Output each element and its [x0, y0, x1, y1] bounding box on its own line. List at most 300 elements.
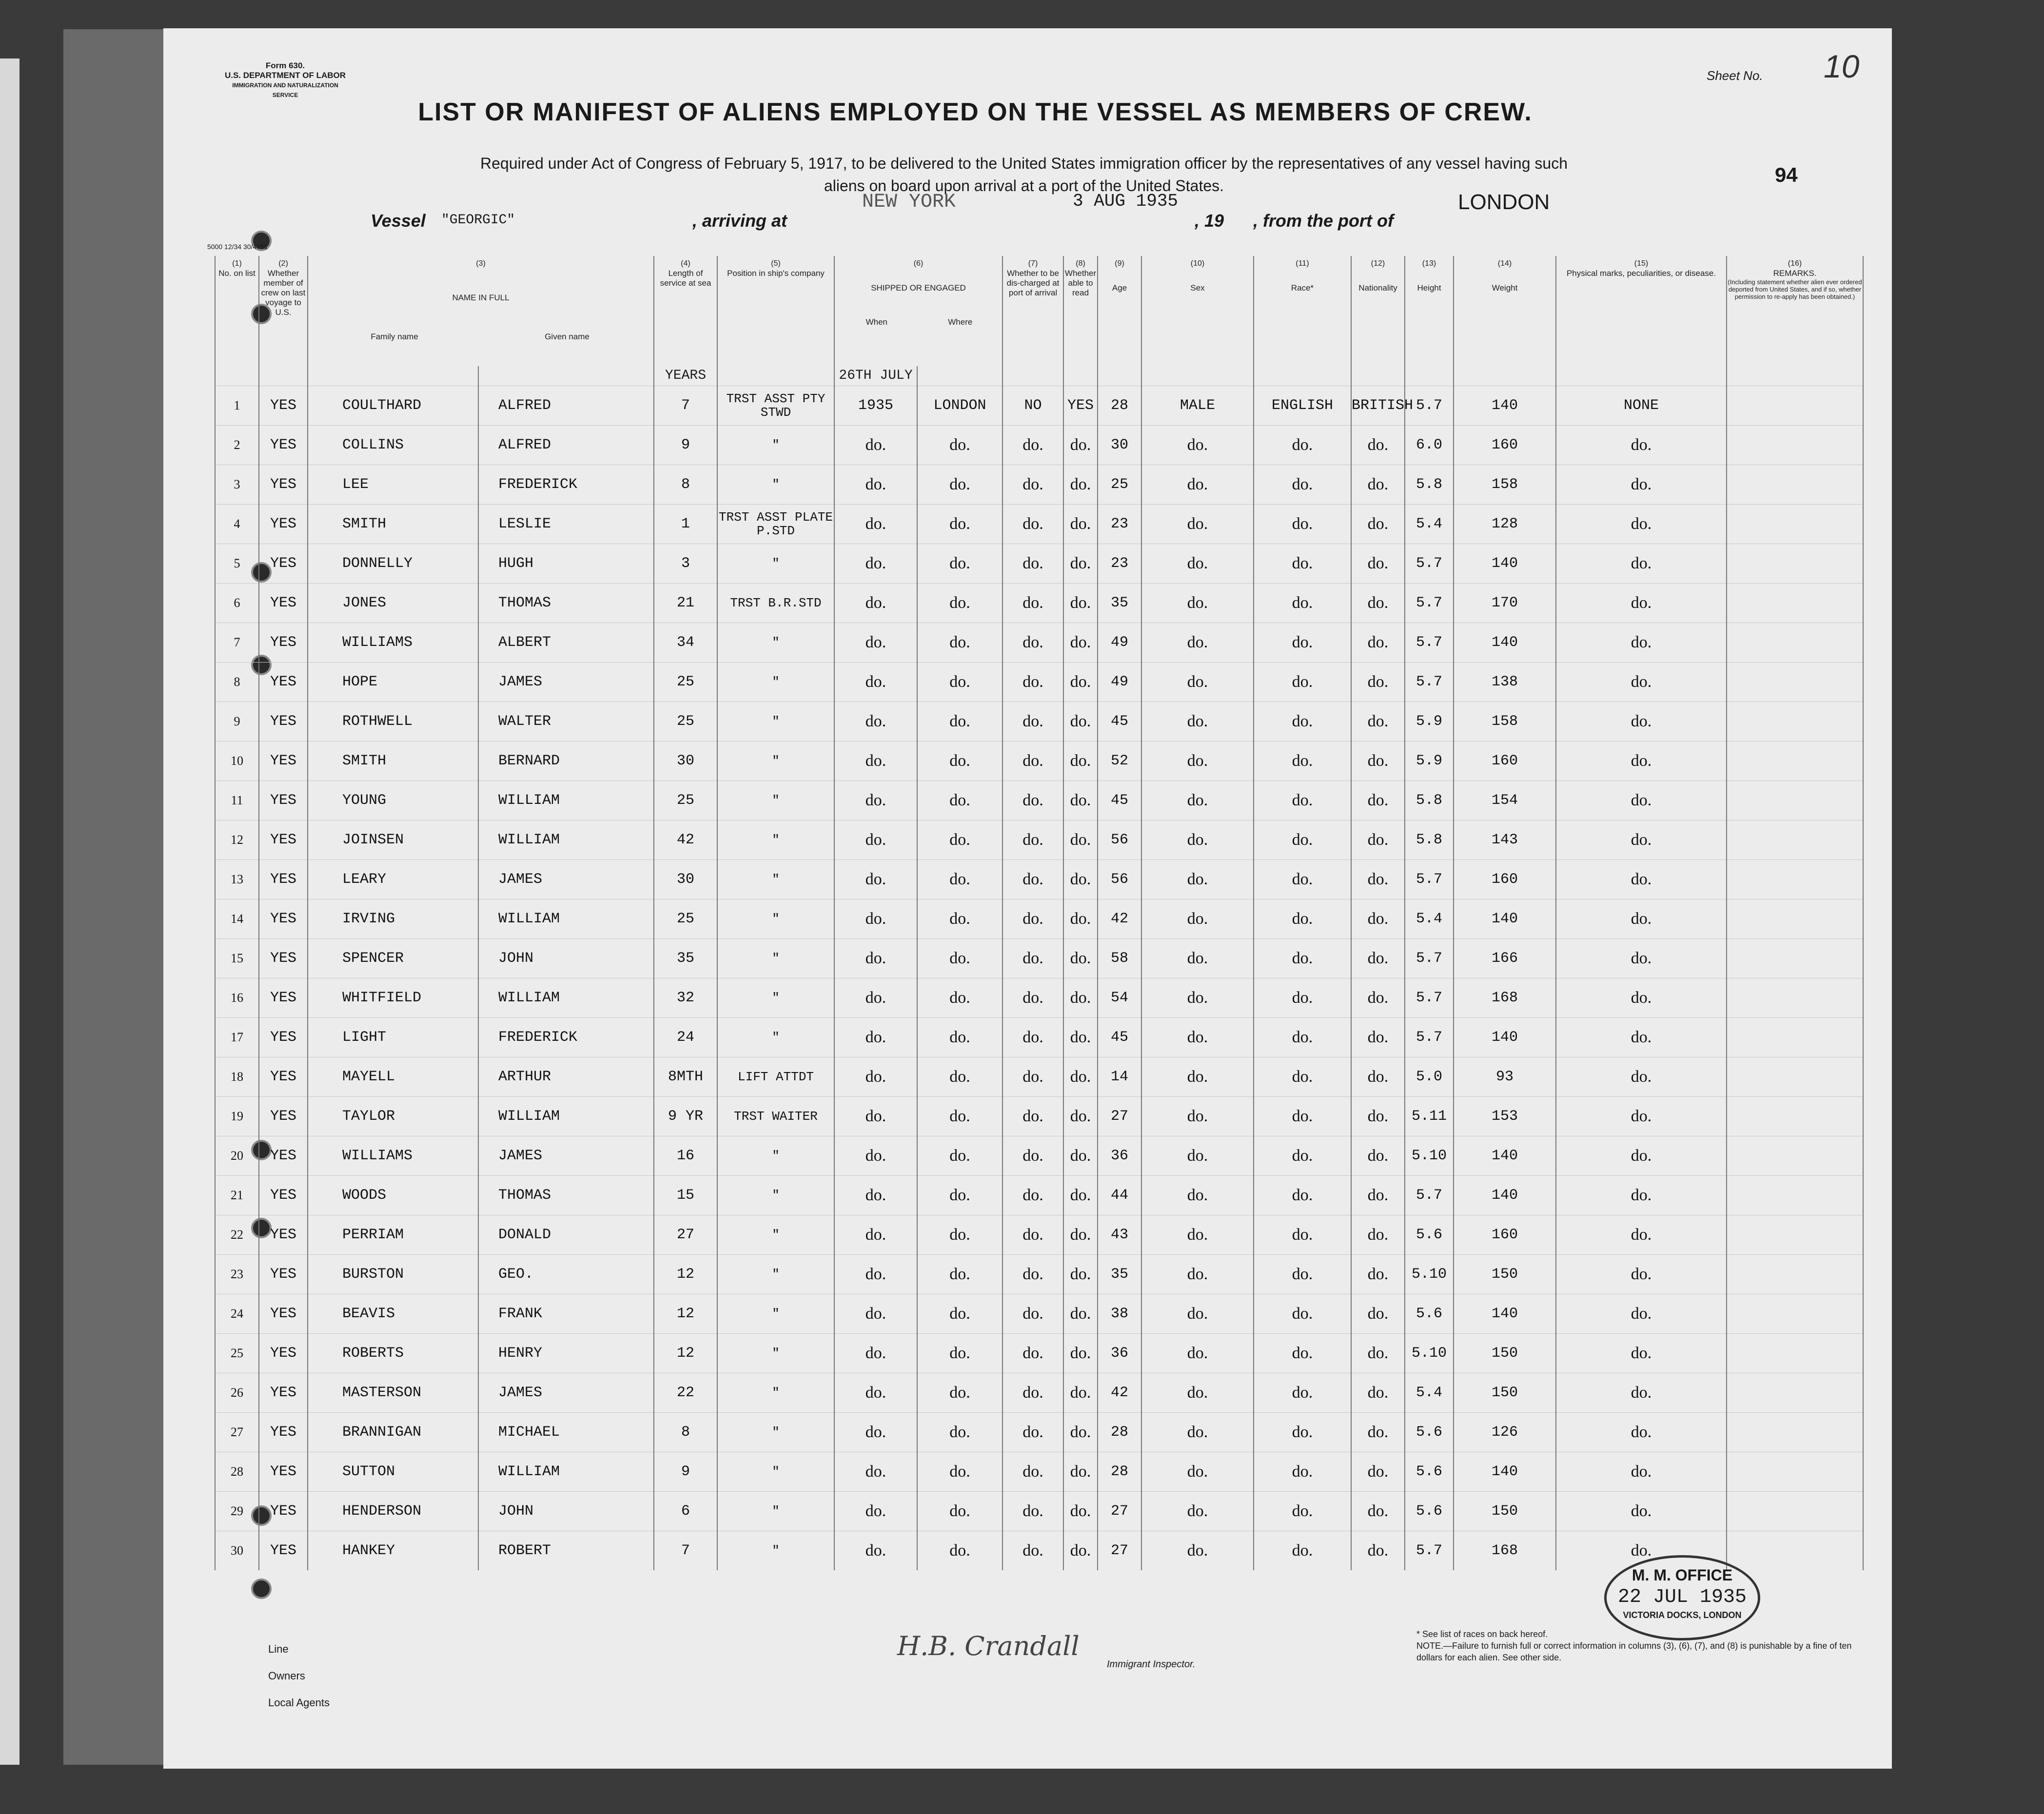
- length-of-service: 6: [654, 1491, 717, 1531]
- nationality: do.: [1351, 1412, 1405, 1452]
- nationality: do.: [1351, 1294, 1405, 1333]
- weight: 140: [1454, 1294, 1556, 1333]
- able-to-read: do.: [1063, 780, 1098, 820]
- stamp-date: 22 JUL 1935: [1617, 1586, 1747, 1608]
- engaged-where: do.: [917, 544, 1002, 583]
- race: do.: [1254, 1333, 1351, 1373]
- sex: do.: [1141, 1333, 1254, 1373]
- length-of-service: 12: [654, 1294, 717, 1333]
- age: 58: [1098, 938, 1141, 978]
- arriving-label: , arriving at: [692, 211, 787, 231]
- height: 5.7: [1405, 859, 1454, 899]
- physical-marks: do.: [1556, 820, 1727, 859]
- race: do.: [1254, 1412, 1351, 1452]
- able-to-read: do.: [1063, 741, 1098, 780]
- able-to-read: do.: [1063, 938, 1098, 978]
- crew-status: YES: [259, 425, 308, 465]
- able-to-read: do.: [1063, 1491, 1098, 1531]
- length-of-service: 30: [654, 741, 717, 780]
- crew-status: YES: [259, 662, 308, 702]
- weight: 150: [1454, 1254, 1556, 1294]
- engaged-where: do.: [917, 662, 1002, 702]
- physical-marks: do.: [1556, 780, 1727, 820]
- nationality: do.: [1351, 938, 1405, 978]
- nationality: do.: [1351, 1215, 1405, 1254]
- sex: do.: [1141, 425, 1254, 465]
- engaged-where: do.: [917, 780, 1002, 820]
- family-name: HANKEY: [308, 1531, 478, 1570]
- remarks: [1727, 899, 1863, 938]
- family-name: SMITH: [308, 504, 478, 544]
- sex: do.: [1141, 662, 1254, 702]
- age: 23: [1098, 544, 1141, 583]
- race: do.: [1254, 978, 1351, 1017]
- race: do.: [1254, 623, 1351, 662]
- able-to-read: do.: [1063, 1294, 1098, 1333]
- family-name: WHITFIELD: [308, 978, 478, 1017]
- sex: do.: [1141, 899, 1254, 938]
- nationality: do.: [1351, 1373, 1405, 1412]
- able-to-read: do.: [1063, 859, 1098, 899]
- col-sex-header: (10) Sex: [1141, 256, 1254, 366]
- from-port: LONDON: [1458, 190, 1550, 214]
- nationality: do.: [1351, 978, 1405, 1017]
- engaged-when: do.: [834, 780, 917, 820]
- engaged-when: do.: [834, 544, 917, 583]
- sex: do.: [1141, 780, 1254, 820]
- remarks: [1727, 1412, 1863, 1452]
- position: ": [717, 1531, 834, 1570]
- sex: do.: [1141, 1017, 1254, 1057]
- row-number: 25: [215, 1333, 259, 1373]
- family-name: SUTTON: [308, 1452, 478, 1491]
- race: do.: [1254, 583, 1351, 623]
- engaged-when: do.: [834, 662, 917, 702]
- page-title: LIST OR MANIFEST OF ALIENS EMPLOYED ON THE VESSEL AS MEMBERS OF CREW.: [418, 98, 1533, 126]
- remarks: [1727, 741, 1863, 780]
- crew-status: YES: [259, 623, 308, 662]
- age: 30: [1098, 425, 1141, 465]
- line-label: Line: [268, 1643, 289, 1655]
- race: do.: [1254, 544, 1351, 583]
- table-row: [215, 1531, 1863, 1570]
- crew-status: YES: [259, 386, 308, 425]
- col-nationality-header: (12) Nationality: [1351, 256, 1405, 366]
- weight: 140: [1454, 899, 1556, 938]
- able-to-read: do.: [1063, 1175, 1098, 1215]
- physical-marks: do.: [1556, 504, 1727, 544]
- row-number: 10: [215, 741, 259, 780]
- length-of-service: 25: [654, 899, 717, 938]
- discharge-status: do.: [1002, 1491, 1063, 1531]
- nationality: do.: [1351, 702, 1405, 741]
- sex: do.: [1141, 583, 1254, 623]
- family-name: JONES: [308, 583, 478, 623]
- table-row: [215, 1373, 1863, 1412]
- engaged-where: do.: [917, 899, 1002, 938]
- crew-status: YES: [259, 1096, 308, 1136]
- position: TRST ASST PLATE P.STD: [717, 504, 834, 544]
- discharge-status: do.: [1002, 1412, 1063, 1452]
- race: do.: [1254, 780, 1351, 820]
- physical-marks: do.: [1556, 1531, 1727, 1570]
- given-name: LESLIE: [478, 504, 654, 544]
- nationality: do.: [1351, 623, 1405, 662]
- engaged-when: do.: [834, 859, 917, 899]
- given-name: HENRY: [478, 1333, 654, 1373]
- sex: do.: [1141, 1175, 1254, 1215]
- discharge-status: do.: [1002, 662, 1063, 702]
- sex: do.: [1141, 1452, 1254, 1491]
- height: 5.7: [1405, 938, 1454, 978]
- sex: do.: [1141, 820, 1254, 859]
- family-name: BEAVIS: [308, 1294, 478, 1333]
- engaged-when: do.: [834, 1294, 917, 1333]
- race: do.: [1254, 1254, 1351, 1294]
- age: 42: [1098, 899, 1141, 938]
- discharge-status: do.: [1002, 1215, 1063, 1254]
- engaged-where: do.: [917, 1136, 1002, 1175]
- discharge-status: do.: [1002, 583, 1063, 623]
- length-of-service: 8MTH: [654, 1057, 717, 1096]
- weight: 128: [1454, 504, 1556, 544]
- discharge-status: do.: [1002, 1333, 1063, 1373]
- crew-status: YES: [259, 820, 308, 859]
- row-number: 1: [215, 386, 259, 425]
- discharge-status: do.: [1002, 1294, 1063, 1333]
- crew-status: YES: [259, 938, 308, 978]
- height: 5.7: [1405, 544, 1454, 583]
- physical-marks: do.: [1556, 1096, 1727, 1136]
- weight: 150: [1454, 1333, 1556, 1373]
- physical-marks: do.: [1556, 583, 1727, 623]
- discharge-status: do.: [1002, 425, 1063, 465]
- office-stamp: [1604, 1555, 1760, 1640]
- form-number: Form 630.: [265, 61, 305, 70]
- length-of-service: 12: [654, 1333, 717, 1373]
- age: 43: [1098, 1215, 1141, 1254]
- position: ": [717, 978, 834, 1017]
- arrival-date: 3 AUG 1935: [1073, 191, 1179, 211]
- weight: 138: [1454, 662, 1556, 702]
- table-row: [215, 978, 1863, 1017]
- weight: 140: [1454, 623, 1556, 662]
- row-number: 6: [215, 583, 259, 623]
- print-code: 5000 12/34 30/4751: [207, 243, 268, 251]
- engaged-where: do.: [917, 504, 1002, 544]
- engaged-where: do.: [917, 978, 1002, 1017]
- row-number: 4: [215, 504, 259, 544]
- discharge-status: do.: [1002, 1096, 1063, 1136]
- crew-status: YES: [259, 1254, 308, 1294]
- age: 45: [1098, 1017, 1141, 1057]
- discharge-status: do.: [1002, 702, 1063, 741]
- remarks: [1727, 544, 1863, 583]
- physical-marks: do.: [1556, 741, 1727, 780]
- able-to-read: do.: [1063, 1412, 1098, 1452]
- engaged-when: do.: [834, 1452, 917, 1491]
- position: ": [717, 1373, 834, 1412]
- engaged-when: do.: [834, 1096, 917, 1136]
- discharge-status: do.: [1002, 978, 1063, 1017]
- race: do.: [1254, 1057, 1351, 1096]
- remarks: [1727, 1373, 1863, 1412]
- row-number: 3: [215, 465, 259, 504]
- length-of-service: 15: [654, 1175, 717, 1215]
- physical-marks: do.: [1556, 1412, 1727, 1452]
- crew-status: YES: [259, 780, 308, 820]
- position: ": [717, 741, 834, 780]
- family-name: LIGHT: [308, 1017, 478, 1057]
- height: 5.4: [1405, 899, 1454, 938]
- physical-marks: do.: [1556, 1017, 1727, 1057]
- position: ": [717, 1412, 834, 1452]
- length-of-service: 3: [654, 544, 717, 583]
- weight: 154: [1454, 780, 1556, 820]
- footnote: [1416, 1628, 1855, 1663]
- physical-marks: do.: [1556, 1294, 1727, 1333]
- position: ": [717, 1491, 834, 1531]
- age: 56: [1098, 820, 1141, 859]
- family-name: BRANNIGAN: [308, 1412, 478, 1452]
- weight: 140: [1454, 386, 1556, 425]
- able-to-read: do.: [1063, 662, 1098, 702]
- col-marks-header: (15) Physical marks, peculiarities, or disease.: [1556, 256, 1727, 366]
- discharge-status: do.: [1002, 1057, 1063, 1096]
- discharge-status: do.: [1002, 820, 1063, 859]
- sex: do.: [1141, 1412, 1254, 1452]
- crew-status: YES: [259, 1215, 308, 1254]
- col-remarks-header: (16) REMARKS. (Including statement whether alien ever ordered deported from United States, and if so, whether permission to re-apply has been obtained.): [1727, 256, 1863, 366]
- position: ": [717, 1254, 834, 1294]
- discharge-status: do.: [1002, 859, 1063, 899]
- engaged-where: do.: [917, 465, 1002, 504]
- engaged-where: do.: [917, 1294, 1002, 1333]
- physical-marks: do.: [1556, 1175, 1727, 1215]
- remarks: [1727, 623, 1863, 662]
- nationality: do.: [1351, 465, 1405, 504]
- engaged-where: do.: [917, 583, 1002, 623]
- weight: 143: [1454, 820, 1556, 859]
- remarks: [1727, 820, 1863, 859]
- crew-status: YES: [259, 1373, 308, 1412]
- engaged-when: do.: [834, 741, 917, 780]
- row-number: 20: [215, 1136, 259, 1175]
- engaged-where: do.: [917, 1373, 1002, 1412]
- able-to-read: do.: [1063, 623, 1098, 662]
- able-to-read: do.: [1063, 820, 1098, 859]
- length-of-service: 12: [654, 1254, 717, 1294]
- given-name: JOHN: [478, 1491, 654, 1531]
- discharge-status: do.: [1002, 1452, 1063, 1491]
- sex: do.: [1141, 1057, 1254, 1096]
- given-name: MICHAEL: [478, 1412, 654, 1452]
- length-of-service: 25: [654, 662, 717, 702]
- given-name: JOHN: [478, 938, 654, 978]
- stamp-office: M. M. OFFICE: [1631, 1566, 1733, 1584]
- height: 5.11: [1405, 1096, 1454, 1136]
- crew-status: YES: [259, 1057, 308, 1096]
- subtitle-line1: Required under Act of Congress of February 5, 1917, to be delivered to the United States immigration officer by the representatives of any vessel having such: [480, 155, 1568, 172]
- engaged-where: do.: [917, 1096, 1002, 1136]
- physical-marks: do.: [1556, 544, 1727, 583]
- discharge-status: NO: [1002, 386, 1063, 425]
- stamp-place: VICTORIA DOCKS, LONDON: [1623, 1610, 1742, 1620]
- age: 14: [1098, 1057, 1141, 1096]
- race: do.: [1254, 1096, 1351, 1136]
- sex: MALE: [1141, 386, 1254, 425]
- race: do.: [1254, 1491, 1351, 1531]
- nationality: do.: [1351, 1096, 1405, 1136]
- length-of-service: 9: [654, 1452, 717, 1491]
- length-of-service: 32: [654, 978, 717, 1017]
- remarks: [1727, 859, 1863, 899]
- given-name: ALBERT: [478, 623, 654, 662]
- family-name: PERRIAM: [308, 1215, 478, 1254]
- position: ": [717, 1215, 834, 1254]
- engaged-where: do.: [917, 741, 1002, 780]
- height: 5.9: [1405, 741, 1454, 780]
- age: 45: [1098, 780, 1141, 820]
- table-row: [215, 1294, 1863, 1333]
- race: do.: [1254, 1017, 1351, 1057]
- height: 5.6: [1405, 1412, 1454, 1452]
- nationality: BRITISH: [1351, 386, 1405, 425]
- weight: 158: [1454, 702, 1556, 741]
- sex: do.: [1141, 978, 1254, 1017]
- engaged-when: do.: [834, 1017, 917, 1057]
- length-of-service: 9 YR: [654, 1096, 717, 1136]
- length-of-service: 7: [654, 1531, 717, 1570]
- given-name: JAMES: [478, 662, 654, 702]
- weight: 150: [1454, 1373, 1556, 1412]
- given-name: FRANK: [478, 1294, 654, 1333]
- footnote-penalty: NOTE.—Failure to furnish full or correct information in columns (3), (6), (7), and (8) is punishable by a fine of ten dollars for each alien. See other side.: [1416, 1641, 1852, 1662]
- weight: 160: [1454, 741, 1556, 780]
- able-to-read: do.: [1063, 425, 1098, 465]
- age: 52: [1098, 741, 1141, 780]
- race: do.: [1254, 1215, 1351, 1254]
- sex: do.: [1141, 1215, 1254, 1254]
- length-of-service: 16: [654, 1136, 717, 1175]
- engaged-when: do.: [834, 1136, 917, 1175]
- given-name: WILLIAM: [478, 780, 654, 820]
- crew-status: YES: [259, 978, 308, 1017]
- footnote-races: * See list of races on back hereof.: [1416, 1629, 1548, 1639]
- engaged-when: do.: [834, 1057, 917, 1096]
- physical-marks: do.: [1556, 1215, 1727, 1254]
- discharge-status: do.: [1002, 1531, 1063, 1570]
- physical-marks: do.: [1556, 1333, 1727, 1373]
- age: 35: [1098, 1254, 1141, 1294]
- engaged-where: do.: [917, 1215, 1002, 1254]
- given-name: JAMES: [478, 1373, 654, 1412]
- race: do.: [1254, 1452, 1351, 1491]
- subtitle-line2: aliens on board upon arrival at a port of the United States.: [824, 177, 1224, 195]
- position: LIFT ATTDT: [717, 1057, 834, 1096]
- row-number: 17: [215, 1017, 259, 1057]
- row-number: 29: [215, 1491, 259, 1531]
- page-number: 94: [1775, 163, 1798, 186]
- family-name: ROTHWELL: [308, 702, 478, 741]
- nationality: do.: [1351, 1017, 1405, 1057]
- engaged-where: do.: [917, 1175, 1002, 1215]
- table-row: [215, 1057, 1863, 1096]
- able-to-read: do.: [1063, 465, 1098, 504]
- height: 5.10: [1405, 1333, 1454, 1373]
- height: 5.8: [1405, 465, 1454, 504]
- remarks: [1727, 1254, 1863, 1294]
- engaged-where: do.: [917, 623, 1002, 662]
- age: 28: [1098, 1452, 1141, 1491]
- remarks: [1727, 1294, 1863, 1333]
- engaged-when: do.: [834, 1412, 917, 1452]
- row-number: 7: [215, 623, 259, 662]
- col-number-header: (1) No. on list: [215, 256, 259, 366]
- length-of-service: 27: [654, 1215, 717, 1254]
- engaged-when: do.: [834, 623, 917, 662]
- position: ": [717, 859, 834, 899]
- weight: 158: [1454, 465, 1556, 504]
- discharge-status: do.: [1002, 1136, 1063, 1175]
- nationality: do.: [1351, 425, 1405, 465]
- table-row: [215, 1136, 1863, 1175]
- race: do.: [1254, 1175, 1351, 1215]
- row-number: 22: [215, 1215, 259, 1254]
- discharge-status: do.: [1002, 899, 1063, 938]
- row-number: 26: [215, 1373, 259, 1412]
- nationality: do.: [1351, 820, 1405, 859]
- engaged-when: do.: [834, 899, 917, 938]
- family-name: SPENCER: [308, 938, 478, 978]
- first-when: 26TH JULY: [834, 366, 917, 386]
- height: 5.7: [1405, 386, 1454, 425]
- table-row: [215, 386, 1863, 425]
- remarks: [1727, 938, 1863, 978]
- sex: do.: [1141, 465, 1254, 504]
- remarks: [1727, 1057, 1863, 1096]
- col-age-header: (9) Age: [1098, 256, 1141, 366]
- weight: 140: [1454, 1175, 1556, 1215]
- remarks: [1727, 702, 1863, 741]
- engaged-when: do.: [834, 702, 917, 741]
- length-of-service: 42: [654, 820, 717, 859]
- age: 44: [1098, 1175, 1141, 1215]
- physical-marks: do.: [1556, 465, 1727, 504]
- table-row: [215, 859, 1863, 899]
- length-of-service: 8: [654, 465, 717, 504]
- able-to-read: do.: [1063, 583, 1098, 623]
- table-row: [215, 938, 1863, 978]
- engaged-where: do.: [917, 1491, 1002, 1531]
- physical-marks: do.: [1556, 425, 1727, 465]
- position: ": [717, 820, 834, 859]
- family-name: HOPE: [308, 662, 478, 702]
- race: do.: [1254, 1373, 1351, 1412]
- col-crew-header: (2) Whether member of crew on last voyage to U.S.: [259, 256, 308, 366]
- position: ": [717, 425, 834, 465]
- col-service-header: (4) Length of service at sea: [654, 256, 717, 366]
- weight: 140: [1454, 1452, 1556, 1491]
- sex: do.: [1141, 702, 1254, 741]
- nationality: do.: [1351, 1452, 1405, 1491]
- given-name: THOMAS: [478, 583, 654, 623]
- weight: 166: [1454, 938, 1556, 978]
- height: 5.0: [1405, 1057, 1454, 1096]
- col-position-header: (5) Position in ship's company: [717, 256, 834, 366]
- length-of-service: 30: [654, 859, 717, 899]
- physical-marks: do.: [1556, 1136, 1727, 1175]
